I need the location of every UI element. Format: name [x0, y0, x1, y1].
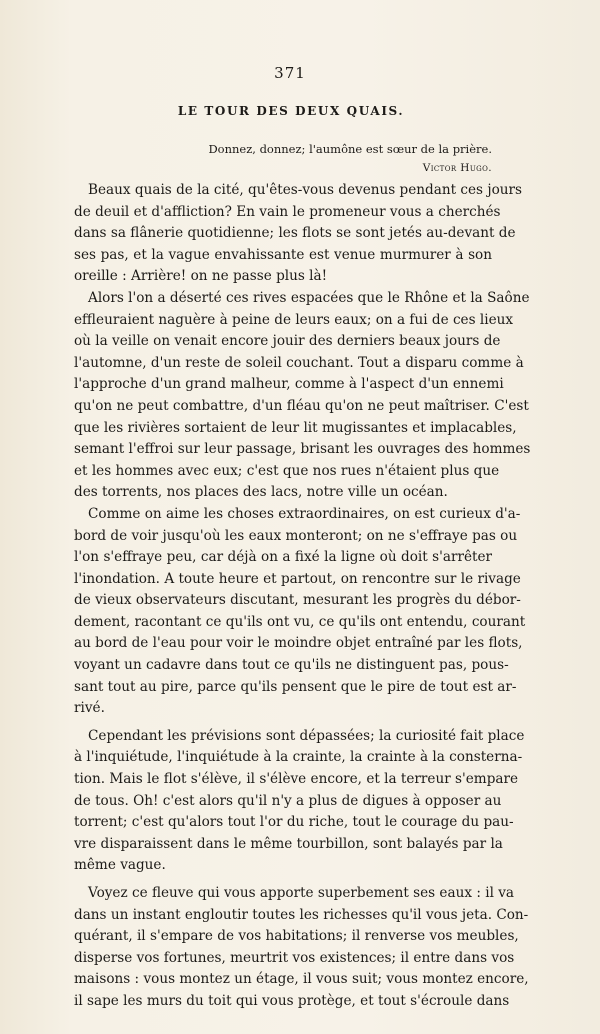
text-line: voyant un cadavre dans tout ce qu'ils ne distinguent pas, pous-	[74, 657, 509, 674]
epigraph-text: Donnez, donnez; l'aumône est sœur de la prière.	[208, 142, 492, 156]
text-line: qu'on ne peut combattre, d'un fléau qu'on ne peut maîtriser. C'est	[74, 397, 529, 414]
text-line: de tous. Oh! c'est alors qu'il n'y a plus de digues à opposer au	[74, 792, 502, 809]
paragraph-2	[74, 288, 531, 504]
text-line: vre disparaissent dans le même tourbillon, sont balayés par la	[74, 835, 503, 852]
text-line: au bord de l'eau pour voir le moindre objet entraîné par les flots,	[74, 635, 523, 652]
text-line: dement, racontant ce qu'ils ont vu, ce qu'ils ont entendu, courant	[74, 613, 526, 630]
text-line: Cependant les prévisions sont dépassées; la curiosité fait place	[88, 727, 525, 744]
text-line: de vieux observateurs discutant, mesurant les progrès du débor-	[74, 592, 521, 609]
text-line: effleuraient naguère à peine de leurs eaux; on a fui de ces lieux	[74, 311, 514, 328]
text-line: il sape les murs du toit qui vous protège, et tout s'écroule dans	[74, 992, 510, 1009]
text-line: où la veille on venait encore jouir des derniers beaux jours de	[74, 333, 501, 350]
epigraph	[72, 140, 492, 178]
text-line: tion. Mais le flot s'élève, il s'élève encore, et la terreur s'empare	[74, 771, 519, 788]
text-line: torrent; c'est qu'alors tout l'or du riche, tout le courage du pau-	[74, 814, 514, 831]
text-line: semant l'effroi sur leur passage, brisant les ouvrages des hommes	[74, 441, 531, 458]
text-line: rivé.	[74, 700, 105, 717]
text-line: à l'inquiétude, l'inquiétude à la crainte, la crainte à la consterna-	[74, 749, 523, 766]
chapter-title: LE TOUR DES DEUX QUAIS.	[177, 104, 405, 118]
text-line: Alors l'on a déserté ces rives espacées que le Rhône et la Saône	[88, 289, 530, 306]
text-line: l'on s'effraye peu, car déjà on a fixé la ligne où doit s'arrêter	[74, 549, 492, 566]
body-text	[74, 180, 531, 1013]
paragraph-4	[74, 726, 525, 877]
text-line: Beaux quais de la cité, qu'êtes-vous devenus pendant ces jours	[88, 182, 522, 198]
text-line: et les hommes avec eux; c'est que nos rues n'étaient plus que	[74, 462, 500, 479]
text-line: même vague.	[74, 857, 166, 874]
text-line: Comme on aime les choses extraordinaires, on est curieux d'a-	[88, 505, 521, 522]
text-line: oreille : Arrière! on ne passe plus là!	[74, 268, 328, 285]
text-line: l'inondation. A toute heure et partout, on rencontre sur le rivage	[74, 570, 521, 587]
text-line: sant tout au pire, parce qu'ils pensent que le pire de tout est ar-	[74, 678, 517, 695]
text-line: Voyez ce fleuve qui vous apporte superbement ses eaux : il va	[88, 885, 515, 901]
text-line: que les rivières sortaient de leur lit mugissantes et implacables,	[74, 419, 517, 436]
text-line: dans un instant engloutir toutes les richesses qu'il vous jeta. Con-	[74, 906, 529, 923]
paragraph-1	[74, 180, 522, 288]
text-line: ses pas, et la vague envahissante est venue murmurer à son	[74, 246, 492, 263]
text-line: dans sa flânerie quotidienne; les flots se sont jetés au-devant de	[74, 225, 516, 242]
text-line: bord de voir jusqu'où les eaux monteront; on ne s'effraye pas ou	[74, 527, 518, 544]
text-line: l'approche d'un grand malheur, comme à l'aspect d'un ennemi	[74, 376, 504, 393]
paragraph-5	[74, 883, 529, 1013]
paragraph-3	[74, 504, 526, 720]
page-number: 371	[274, 64, 306, 82]
epigraph-author: Victor Hugo.	[422, 162, 492, 174]
text-line: disperse vos fortunes, meurtrit vos existences; il entre dans vos	[74, 949, 515, 966]
text-line: de deuil et d'affliction? En vain le promeneur vous a cherchés	[74, 203, 501, 220]
text-line: des torrents, nos places des lacs, notre ville un océan.	[74, 484, 448, 501]
text-line: quérant, il s'empare de vos habitations; il renverse vos meubles,	[74, 928, 519, 945]
text-line: maisons : vous montez un étage, il vous suit; vous montez encore,	[74, 971, 529, 988]
text-line: l'automne, d'un reste de soleil couchant. Tout a disparu comme à	[74, 354, 524, 371]
